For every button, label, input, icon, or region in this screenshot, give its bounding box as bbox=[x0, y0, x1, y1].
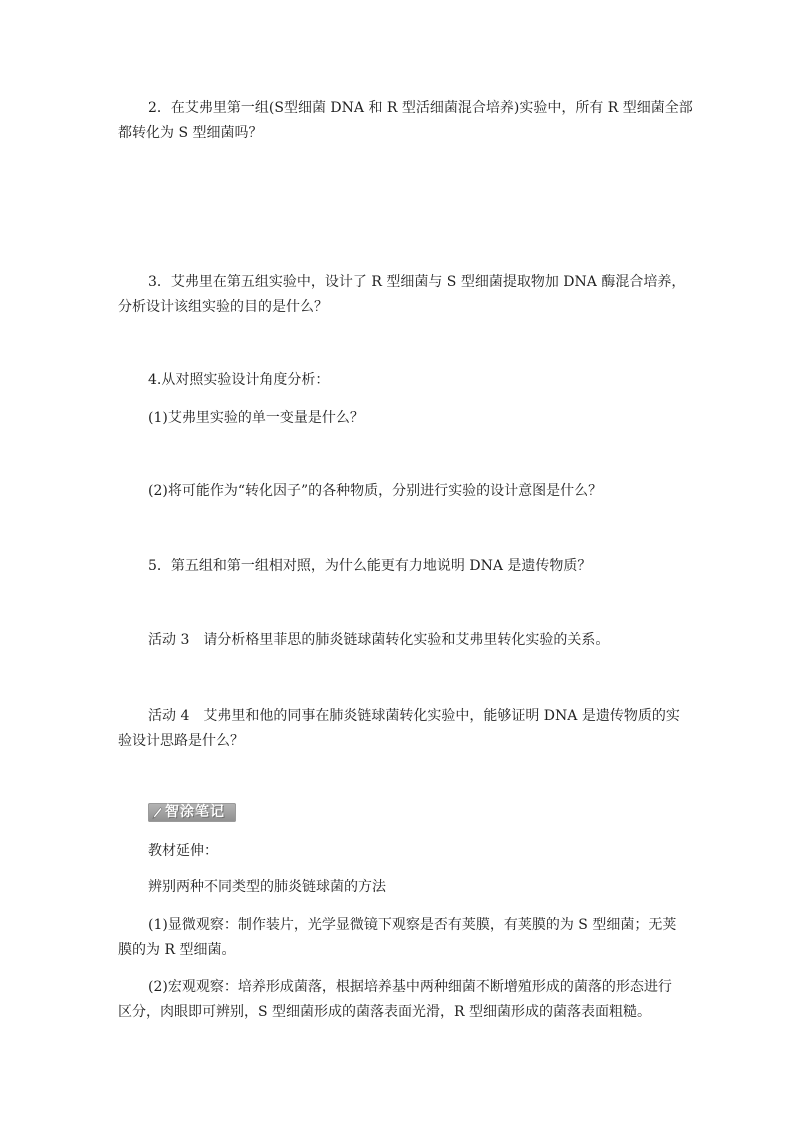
text-line: 验设计思路是什么？ bbox=[118, 733, 244, 749]
text-line: 辨别两种不同类型的肺炎链球菌的方法 bbox=[148, 879, 386, 895]
pencil-icon bbox=[151, 806, 163, 820]
activity-3 bbox=[118, 631, 678, 656]
text-line: 教材延伸： bbox=[148, 843, 218, 859]
text-line: 分析设计该组实验的目的是什么？ bbox=[118, 299, 328, 315]
text-line: (2)宏观观察：培养形成菌落，根据培养基中两种细菌不断增殖形成的菌落的形态进行 bbox=[148, 979, 672, 995]
text-line: 区分，肉眼即可辨别，S 型细菌形成的菌落表面光滑，R 型细菌形成的菌落表面粗糙。 bbox=[118, 1004, 652, 1020]
question-4-part-2 bbox=[118, 482, 678, 507]
text-line: 4.从对照实验设计角度分析： bbox=[148, 372, 330, 388]
question-3 bbox=[118, 273, 686, 323]
identification-methods-title bbox=[118, 878, 678, 903]
text-line: 活动 4 艾弗里和他的同事在肺炎链球菌转化实验中，能够证明 DNA 是遗传物质的实 bbox=[148, 708, 680, 724]
question-4 bbox=[118, 371, 678, 396]
question-5 bbox=[118, 557, 678, 582]
text-line: 膜的为 R 型细菌。 bbox=[118, 942, 236, 958]
notes-badge bbox=[148, 803, 236, 822]
text-line: (2)将可能作为“转化因子”的各种物质，分别进行实验的设计意图是什么？ bbox=[148, 483, 603, 499]
question-4-part-1 bbox=[118, 409, 678, 434]
text-line: 3．艾弗里在第五组实验中，设计了 R 型细菌与 S 型细菌提取物加 DNA 酶混合培养， bbox=[148, 274, 686, 290]
macroscopic-observation bbox=[118, 978, 678, 1028]
text-line: (1)艾弗里实验的单一变量是什么？ bbox=[148, 410, 364, 426]
text-line: 活动 3 请分析格里菲思的肺炎链球菌转化实验和艾弗里转化实验的关系。 bbox=[148, 632, 610, 648]
text-line: (1)显微观察：制作装片，光学显微镜下观察是否有荚膜，有荚膜的为 S 型细菌；无荚 bbox=[148, 917, 677, 933]
text-line: 都转化为 S 型细菌吗？ bbox=[118, 125, 263, 141]
notes-badge-label: 智涂笔记 bbox=[165, 804, 225, 820]
microscopic-observation bbox=[118, 916, 678, 966]
text-line: 2．在艾弗里第一组(S型细菌 DNA 和 R 型活细菌混合培养)实验中，所有 R 型细菌全部 bbox=[148, 100, 693, 116]
question-2 bbox=[118, 99, 693, 149]
textbook-extension-heading bbox=[118, 842, 678, 867]
text-line: 5．第五组和第一组相对照，为什么能更有力地说明 DNA 是遗传物质？ bbox=[148, 558, 592, 574]
activity-4 bbox=[118, 707, 678, 757]
